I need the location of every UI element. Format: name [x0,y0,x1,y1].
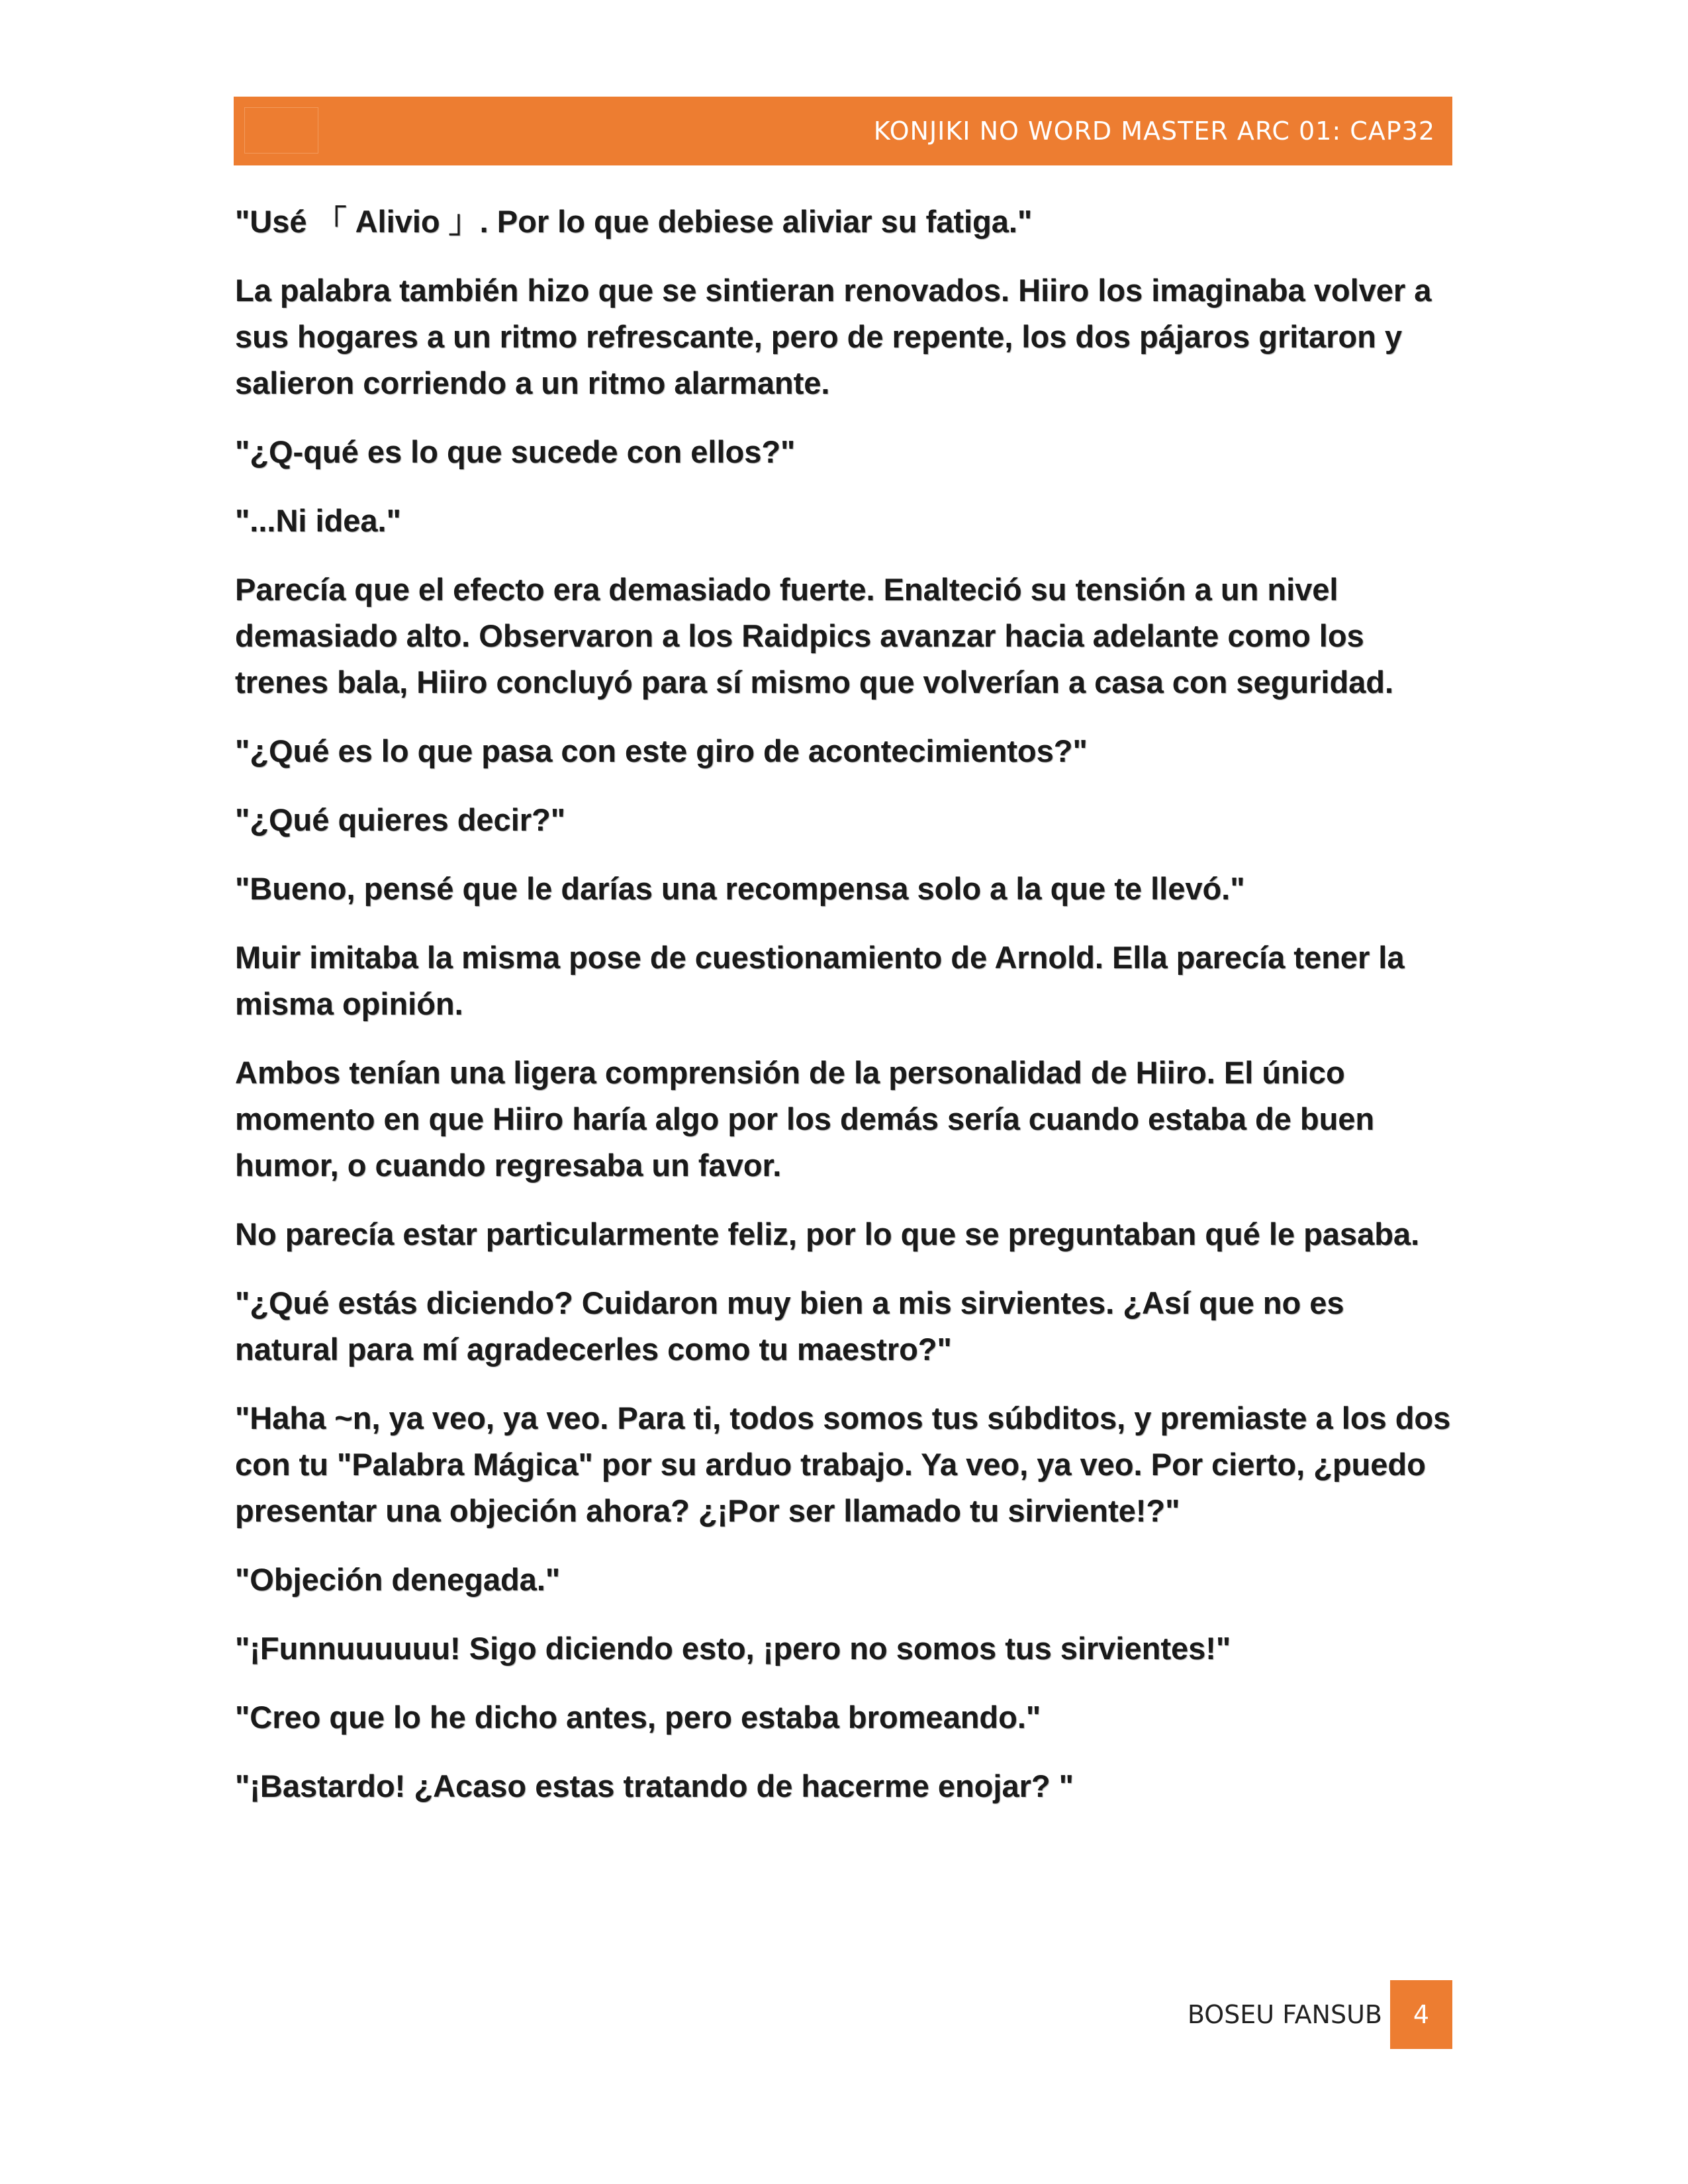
footer-label: BOSEU FANSUB [1187,2000,1382,2029]
paragraph: "Haha ~n, ya veo, ya veo. Para ti, todos somos tus súbditos, y premiaste a los dos con tu "Palabra Mágica" por su arduo trabajo. Ya veo, ya veo. Por cierto, ¿puedo presentar una objeción ahora? ¿¡Por ser llamado tu sirviente!?" [235,1400,1451,1528]
chapter-body [235,199,1456,1832]
paragraph: Muir imitaba la misma pose de cuestionamiento de Arnold. Ella parecía tener la misma opinión. [235,940,1405,1021]
page-number: 4 [1413,2000,1430,2029]
paragraph: La palabra también hizo que se sintieran renovados. Hiiro los imaginaba volver a sus hogares a un ritmo refrescante, pero de repente, los dos pájaros gritaron y salieron corriendo a un ritmo alarmante. [235,273,1432,400]
paragraph: "...Ni idea." [235,503,401,538]
paragraph: "¿Qué estás diciendo? Cuidaron muy bien a mis sirvientes. ¿Así que no es natural para mí agradecerles como tu maestro?" [235,1285,1344,1367]
paragraph: Ambos tenían una ligera comprensión de la personalidad de Hiiro. El único momento en que Hiiro haría algo por los demás sería cuando estaba de buen humor, o cuando regresaba un favor. [235,1055,1375,1183]
paragraph: "¡Bastardo! ¿Acaso estas tratando de hacerme enojar? " [235,1768,1074,1803]
paragraph: "¿Q-qué es lo que sucede con ellos?" [235,434,796,469]
header-bar [234,97,1452,165]
paragraph: "Usé 「 Alivio 」. Por lo que debiese aliviar su fatiga." [235,204,1033,239]
paragraph: "Objeción denegada." [235,1562,561,1597]
paragraph: "¿Qué es lo que pasa con este giro de acontecimientos?" [235,733,1088,768]
paragraph: "¡Funnuuuuuu! Sigo diciendo esto, ¡pero no somos tus sirvientes!" [235,1631,1231,1666]
header-title: KONJIKI NO WORD MASTER ARC 01: CAP32 [873,116,1435,146]
page-number-box [1390,1980,1452,2049]
paragraph: "¿Qué quieres decir?" [235,802,566,837]
header-decoration [244,107,318,154]
page-footer [1125,1980,1452,2049]
paragraph: No parecía estar particularmente feliz, por lo que se preguntaban qué le pasaba. [235,1216,1420,1251]
paragraph: Parecía que el efecto era demasiado fuerte. Enalteció su tensión a un nivel demasiado alto. Observaron a los Raidpics avanzar hacia adelante como los trenes bala, Hiiro concluyó para sí mismo que volverían a casa con seguridad. [235,572,1394,700]
paragraph: "Bueno, pensé que le darías una recompensa solo a la que te llevó." [235,871,1245,906]
paragraph: "Creo que lo he dicho antes, pero estaba bromeando." [235,1700,1041,1735]
